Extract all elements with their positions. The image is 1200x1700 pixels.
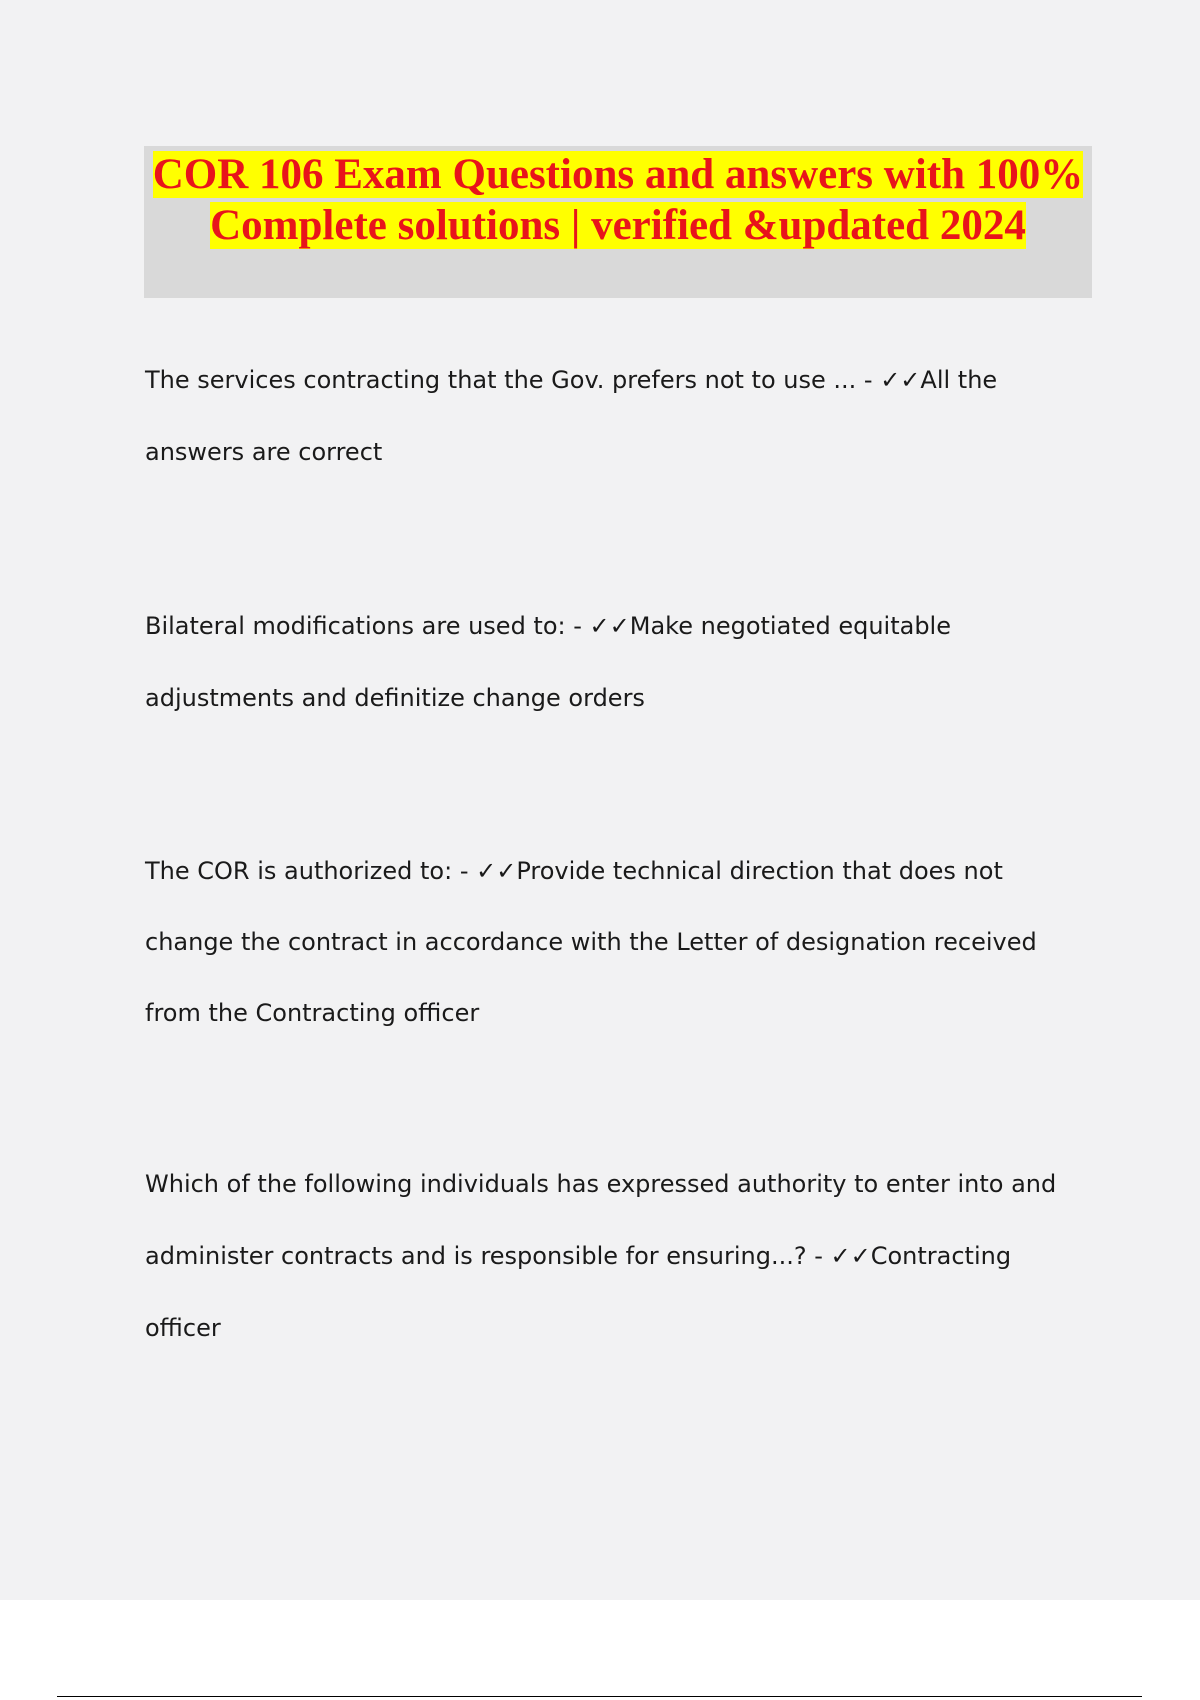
qa-item — [145, 1148, 1085, 1364]
answer-text: Contracting officer — [145, 1242, 1012, 1342]
answer-text: All the answers are correct — [145, 366, 998, 466]
qa-item — [145, 590, 1085, 734]
checkmark-icon: ✓✓ — [830, 1242, 871, 1270]
answer-text: Provide technical direction that does not change the contract in accordance with the Letter of designation received from the Contracting officer — [145, 857, 1037, 1027]
checkmark-icon: ✓✓ — [589, 612, 630, 640]
question-text: The services contracting that the Gov. prefers not to use ... - — [145, 366, 881, 394]
checkmark-icon: ✓✓ — [880, 366, 921, 394]
document-title: COR 106 Exam Questions and answers with 100% Complete solutions | verified &updated 2024 — [152, 151, 1084, 249]
checkmark-icon: ✓✓ — [476, 857, 517, 885]
footer-divider — [57, 1696, 1142, 1697]
question-text: Which of the following individuals has expressed authority to enter into and administer contracts and is responsible for ensuring...? - — [145, 1170, 1057, 1270]
qa-item — [145, 836, 1085, 1049]
title-banner — [144, 146, 1092, 298]
question-text: Bilateral modifications are used to: - — [145, 612, 590, 640]
answer-text: Make negotiated equitable adjustments and definitize change orders — [145, 612, 951, 712]
question-text: The COR is authorized to: - — [145, 857, 477, 885]
qa-item — [145, 344, 1085, 488]
